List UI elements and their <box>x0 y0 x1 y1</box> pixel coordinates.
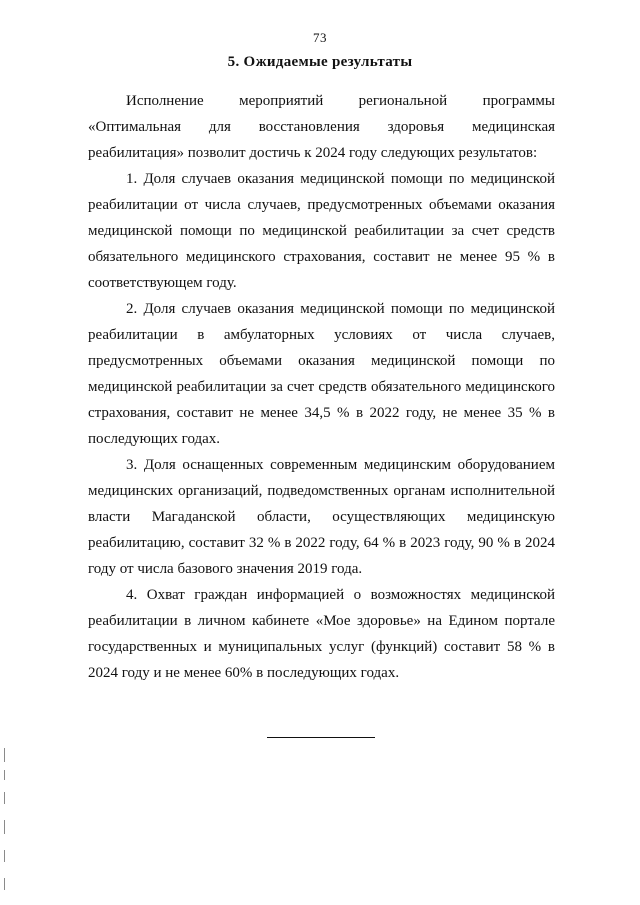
scan-mark <box>4 878 5 890</box>
result-item-3: 3. Доля оснащенных современным медицинским оборудованием медицинских организаций, подведомственных органам исполнительной власти Магаданской области, осуществляющих медицинскую реабилитацию, составит 32 % в 2022 году, 64 % в 2023 году, 90 % в 2024 году от числа базового значения 2019 года. <box>88 457 555 577</box>
scan-mark <box>4 748 5 762</box>
result-item-4: 4. Охват граждан информацией о возможностях медицинской реабилитации в личном кабинете «Мое здоровье» на Едином портале государственных и муниципальных услуг (функций) составит 58 % в 2024 году и не менее 60% в последующих годах. <box>88 587 555 681</box>
scan-mark <box>4 850 5 862</box>
result-item-1: 1. Доля случаев оказания медицинской помощи по медицинской реабилитации от числа случаев, предусмотренных объемами оказания медицинской помощи по медицинской реабилитации за счет средств обязательного медицинского страхования, составит не менее 95 % в соответствующем году. <box>88 171 555 291</box>
page-number: 73 <box>313 30 327 45</box>
scan-mark <box>4 770 5 780</box>
section-heading: 5. Ожидаемые результаты <box>227 54 413 70</box>
intro-paragraph: Исполнение мероприятий региональной программы «Оптимальная для восстановления здоровья медицинская реабилитация» позволит достичь к 2024 году следующих результатов: <box>88 93 555 161</box>
end-of-section-rule <box>267 737 375 738</box>
scan-mark <box>4 792 5 804</box>
section-body <box>88 88 555 686</box>
scan-mark <box>4 820 5 834</box>
result-item-2: 2. Доля случаев оказания медицинской помощи по медицинской реабилитации в амбулаторных условиях от числа случаев, предусмотренных объемами оказания медицинской помощи по медицинской реабилитации за счет средств обязательного медицинского страхования, составит не менее 34,5 % в 2022 году, не менее 35 % в последующих годах. <box>88 301 555 447</box>
